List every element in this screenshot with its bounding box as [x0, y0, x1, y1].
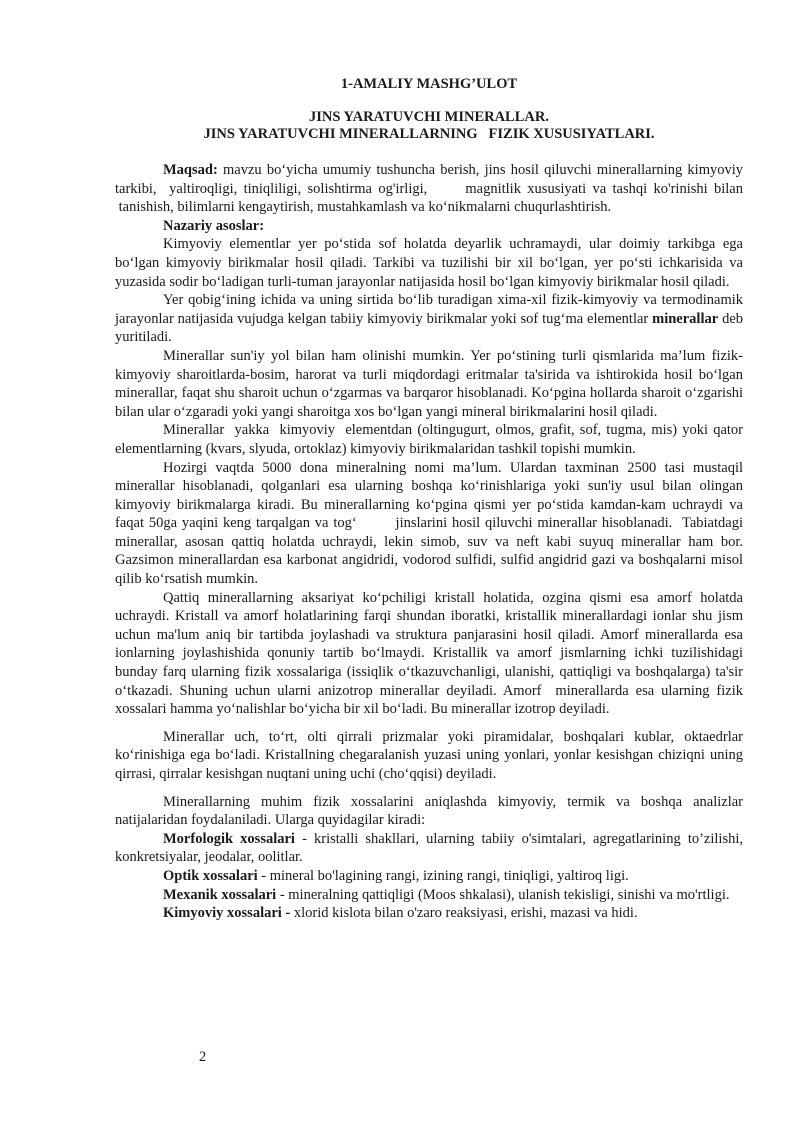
optics-item [115, 867, 743, 886]
morphology-item [115, 830, 743, 867]
paragraph-5: Hozirgi vaqtda 5000 dona mineralning nomi ma’lum. Ulardan taxminan 2500 tasi mustaqil minerallar hisoblanadi, qolganlari esa ularning boshqa ko‘rinishlariga yoki sun'iy usul bilan olingan kimyoviy birikmalarga kiradi. Bu minerallarning ko‘pgina qismi yer po‘stida kamdan-kam uchraydi va faqat 50ga yaqini keng tarqalgan va tog‘ jinslarini hosil qiluvchi minerallar hisoblanadi. Tabiatdagi minerallar, asosan qattiq holatda uchraydi, lekin simob, suv va neft kabi suyuq minerallar ham bor. Gazsimon minerallardan esa karbonat angidridi, vodorod sulfidi, sulfid angidrid gazi va boshqalarni misol qilib ko‘rsatish mumkin. [115, 459, 743, 588]
paragraph-2-after: deb yuritiladi. [115, 310, 744, 346]
morphology-label: Morfologik xossalari [163, 830, 295, 847]
paragraph-1: Kimyoviy elementlar yer po‘stida sof holatda deyarlik uchramaydi, ular doimiy tarkibga ega bo‘lgan kimyoviy birikmalar hosil qiladi. Tarkibi va tuzilishi bir xil bo‘lgan, yer po‘sti ichkarisida va yuzasida sodir bo‘ladigan turli-tuman jarayonlar natijasida hosil bo‘lgan kimyoviy birikmalar hosil qiladi. [115, 236, 743, 290]
mechanics-label: Mexanik xossalari [163, 886, 277, 903]
paragraph-2 [115, 291, 743, 347]
paragraph-6: Qattiq minerallarning aksariyat ko‘pchiligi kristall holatida, ozgina qismi esa amorf holatda uchraydi. Kristall va amorf holatlarining farqi shundan iboratki, kristallik minerallardagi ionlar shu jism uchun ma'lum aniq bir tartibda joylashadi va struktura panjarasini hosil qiladi. Amorf minerallarda esa ionlarning joylashishida qonuniy tartib bo‘lmaydi. Kristallik va amorf jismlarning ichki tuzilishidagi bunday farq ularning fizik xossalariga (issiqlik o‘tkazuvchanligi, ulanishi, qattiqligi va boshqalarga) ta'sir o‘tkazadi. Shuning uchun ularni anizotrop minerallar deyiladi. Amorf minerallarda esa ularning fizik xossalari hamma yo‘nalishlar bo‘yicha bir xil bo‘ladi. Bu minerallar izotrop deyiladi. [115, 589, 743, 718]
purpose-text: mavzu bo‘yicha umumiy tushuncha berish, jins hosil qiluvchi minerallarning kimyoviy tarkibi, yaltiroqligi, tiniqliligi, solishtirma og'irligi, magnitlik xususiyati va tashqi ko'rinishi bilan tanishish, bilimlarni kengaytirish, mustahkamlash va ko‘nikmalarni chuqurlashtirish. [115, 162, 743, 216]
paragraph-2-before: Yer qobig‘ining ichida va uning sirtida bo‘lib turadigan xima-xil fizik-kimyoviy va termodinamik jarayonlar natijasida vujudga kelgan tabiiy kimyoviy birikmalar yoki sof tug‘ma elementlar [115, 292, 743, 327]
theory-heading [115, 217, 743, 236]
paragraph-7: Minerallar uch, to‘rt, olti qirrali prizmalar yoki piramidalar, boshqalari kublar, oktaedrlar ko‘rinishiga ega bo‘ladi. Kristallning chegaralanish yuzasi uning yonlari, yonlar kesishgan chiziqni uning qirrasi, qirralar kesishgan nuqtani uning uchi (cho‘qqisi) deyiladi. [115, 728, 743, 782]
mechanics-item [115, 886, 743, 905]
morphology-text: - kristalli shakllari, ularning tabiiy o'simtalari, agregatlarining to’zilishi, konkretsiyalar, jeodalar, oolitlar. [115, 830, 743, 866]
page-title: 1-AMALIY MASHG’ULOT [340, 76, 518, 92]
subtitle-line-2: JINS YARATUVCHI MINERALLARNING FIZIK XUSUSIYATLARI. [203, 126, 655, 142]
optics-label: Optik xossalari [163, 867, 258, 884]
subtitle-line-1: JINS YARATUVCHI MINERALLAR. [309, 109, 549, 125]
paragraph-8: Minerallarning muhim fizik xossalarini aniqlashda kimyoviy, termik va boshqa analizlar natijalaridan foydalaniladi. Ularga quyidagilar kiradi: [115, 793, 743, 829]
chemistry-label: Kimyoviy xossalari - [163, 905, 291, 922]
mechanics-text: - mineralning qattiqligi (Moos shkalasi), ulanish tekisligi, sinishi va mo'rtligi. [276, 886, 730, 903]
chemistry-text: xlorid kislota bilan o'zaro reaksiyasi, erishi, mazasi va hidi. [290, 905, 638, 922]
chemistry-item [115, 904, 743, 923]
subtitle-block [115, 109, 743, 143]
paragraph-4: Minerallar yakka kimyoviy elementdan (oltingugurt, olmos, grafit, sof, tugma, mis) yoki qator elementlarning (kvars, slyuda, ortoklaz) kimyoviy birikmalaridan tashkil topishi mumkin. [115, 422, 743, 457]
purpose-paragraph [115, 161, 743, 217]
purpose-label: Maqsad: [163, 162, 218, 178]
theory-heading-text: Nazariy asoslar: [163, 217, 265, 234]
paragraph-3: Minerallar sun'iy yol bilan ham olinishi mumkin. Yer po‘stining turli qismlarida ma’lum fizik-kimyoviy sharoitlarda-bosim, harorat va turli miqdordagi eritmalar ta'sirida va ishtirokida hosil bo‘lgan minerallar, faqat shu sharoit uchun o‘zgarmas va barqaror hisoblanadi. Ko‘pgina hollarda sharoit o‘zgarishi bilan ular o‘zgaradi yoki yangi sharoitga xos bo‘lgan yangi mineral birikmalarini hosil qiladi. [115, 347, 743, 420]
page-number: 2 [199, 1049, 207, 1065]
paragraph-2-bold: minerallar [652, 310, 719, 327]
optics-text: - mineral bo'lagining rangi, izining rangi, tiniqligi, yaltiroq ligi. [257, 867, 629, 884]
